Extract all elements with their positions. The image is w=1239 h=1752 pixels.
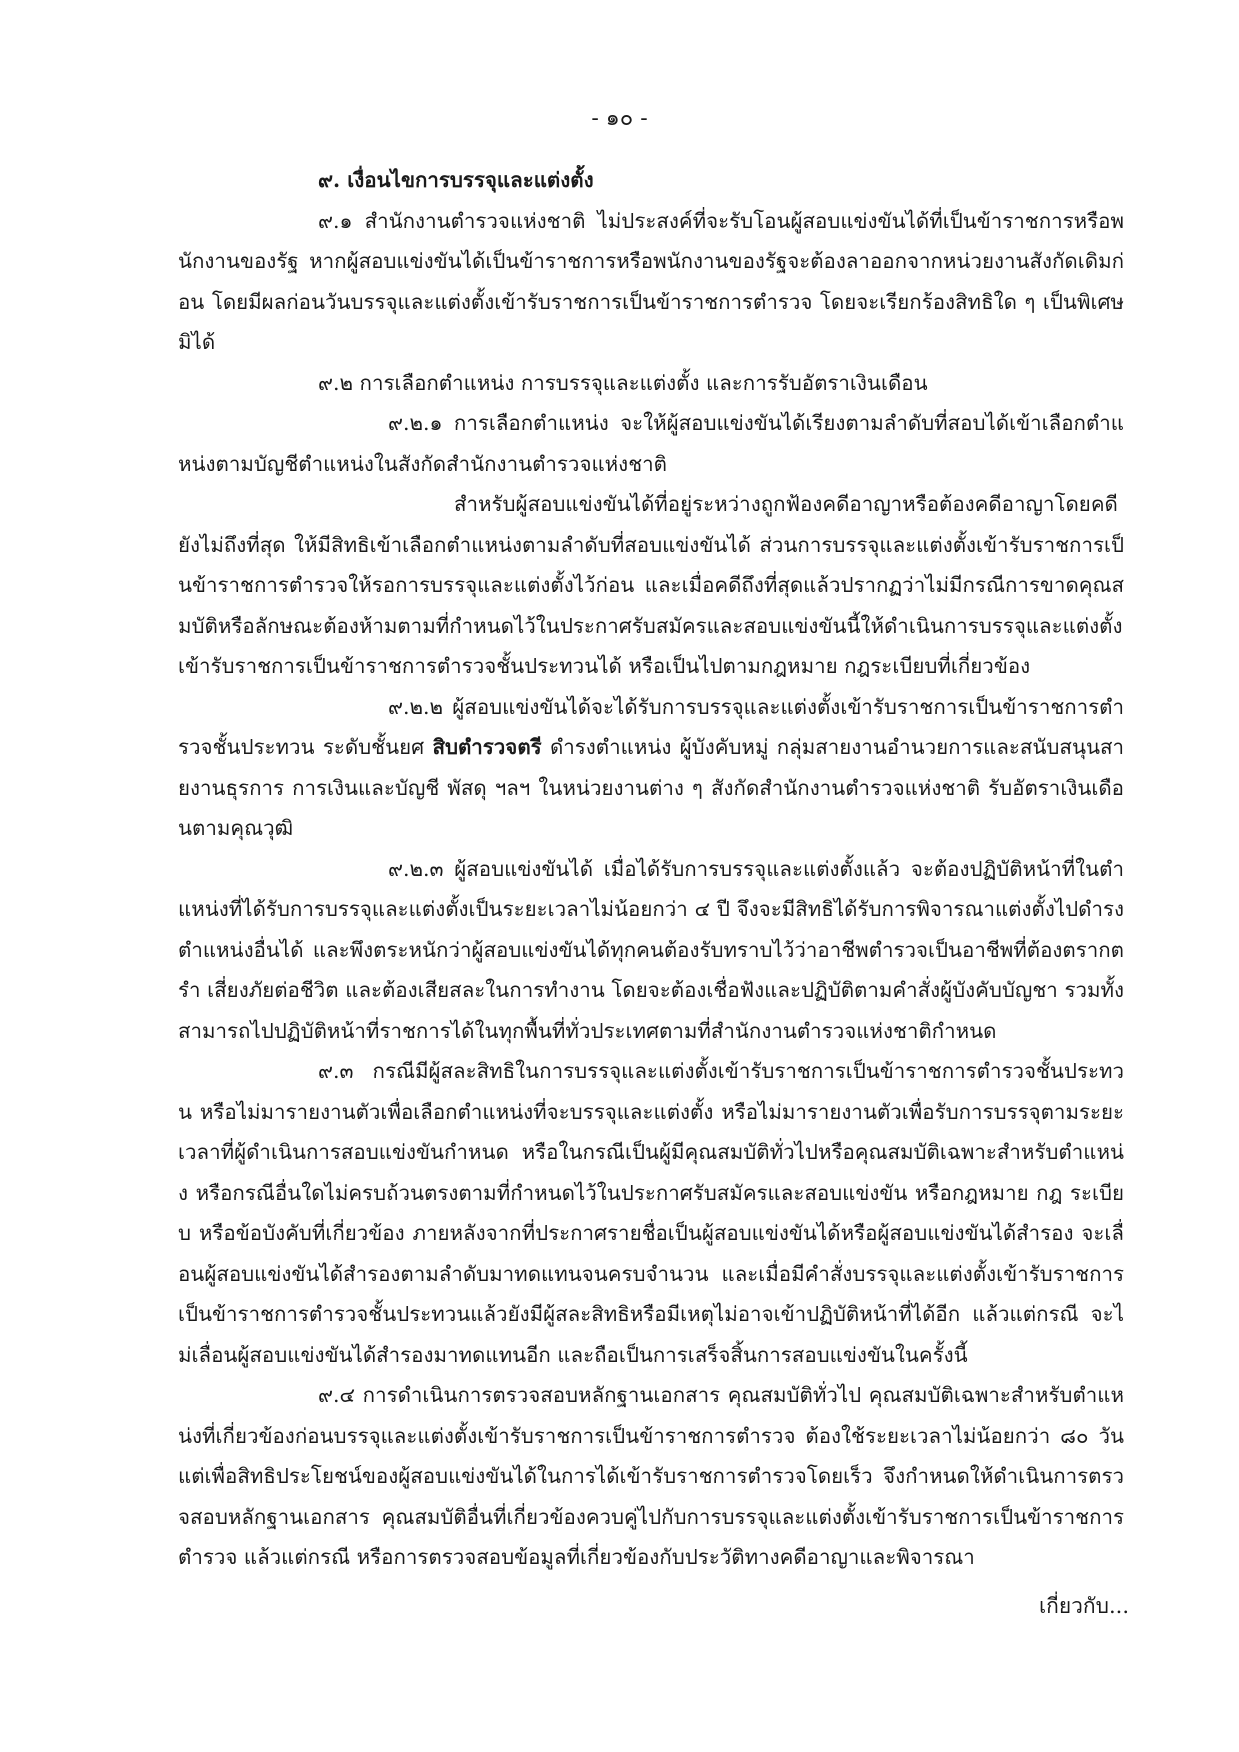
continuation-note: เกี่ยวกับ... <box>1038 1594 1129 1618</box>
paragraph-9-2-1: ๙.๒.๑ การเลือกตำแหน่ง จะให้ผู้สอบแข่งขันได้เรียงตามลำดับที่สอบได้เข้าเลือกตำแหน่งตามบัญชีตำแหน่งในสังกัดสำนักงานตำรวจแห่งชาติ <box>178 411 1124 476</box>
paragraph-9-2-1-detail: สำหรับผู้สอบแข่งขันได้ที่อยู่ระหว่างถูกฟ้องคดีอาญาหรือต้องคดีอาญาโดยคดียังไม่ถึงที่สุด ให้มีสิทธิเข้าเลือกตำแหน่งตามลำดับที่สอบแข่งขันได้ ส่วนการบรรจุและแต่งตั้งเข้ารับราชการเป็นข้าราชการตำรวจให้รอการบรรจุและแต่งตั้งไว้ก่อน และเมื่อคดีถึงที่สุดแล้วปรากฏว่าไม่มีกรณีการขาดคุณสมบัติหรือลักษณะต้องห้ามตามที่กำหนดไว้ในประกาศรับสมัครและสอบแข่งขันนี้ให้ดำเนินการบรรจุและแต่งตั้งเข้ารับราชการเป็นข้าราชการตำรวจชั้นประทวนได้ หรือเป็นไปตามกฎหมาย กฎระเบียบที่เกี่ยวข้อง <box>178 492 1124 678</box>
paragraph-9-2-3: ๙.๒.๓ ผู้สอบแข่งขันได้ เมื่อได้รับการบรรจุและแต่งตั้งแล้ว จะต้องปฏิบัติหน้าที่ในตำแหน่งที่ได้รับการบรรจุและแต่งตั้งเป็นระยะเวลาไม่น้อยกว่า ๔ ปี จึงจะมีสิทธิได้รับการพิจารณาแต่งตั้งไปดำรงตำแหน่งอื่นได้ และพึงตระหนักว่าผู้สอบแข่งขันได้ทุกคนต้องรับทราบไว้ว่าอาชีพตำรวจเป็นอาชีพที่ต้องตรากตรำ เสี่ยงภัยต่อชีวิต และต้องเสียสละในการทำงาน โดยจะต้องเชื่อฟังและปฏิบัติตามคำสั่งผู้บังคับบัญชา รวมทั้งสามารถไปปฏิบัติหน้าที่ราชการได้ในทุกพื้นที่ทั่วประเทศตามที่สำนักงานตำรวจแห่งชาติกำหนด <box>178 856 1124 1043</box>
paragraph-9-2-2-part-b: ดำรงตำแหน่ง ผู้บังคับหมู่ กลุ่มสายงานอำนวยการและสนับสนุนสายงานธุรการ การเงินและบัญชี พัสดุ ฯลฯ ในหน่วยงานต่าง ๆ สังกัดสำนักงานตำรวจแห่งชาติ รับอัตราเงินเดือนตามคุณวุฒิ <box>178 735 1124 840</box>
section-heading: ๙. เงื่อนไขการบรรจุและแต่งตั้ง <box>318 168 594 192</box>
paragraph-9-2-2 <box>178 687 1124 849</box>
paragraph-9-1: ๙.๑ สำนักงานตำรวจแห่งชาติ ไม่ประสงค์ที่จะรับโอนผู้สอบแข่งขันได้ที่เป็นข้าราชการหรือพนักงานของรัฐ หากผู้สอบแข่งขันได้เป็นข้าราชการหรือพนักงานของรัฐจะต้องลาออกจากหน่วยงานสังกัดเดิมก่อน โดยมีผลก่อนวันบรรจุและแต่งตั้งเข้ารับราชการเป็นข้าราชการตำรวจ โดยจะเรียกร้องสิทธิใด ๆ เป็นพิเศษมิได้ <box>178 208 1124 354</box>
document-body <box>178 160 1124 1578</box>
rank-title: สิบตำรวจตรี <box>432 735 542 759</box>
paragraph-9-2: ๙.๒ การเลือกตำแหน่ง การบรรจุและแต่งตั้ง และการรับอัตราเงินเดือน <box>318 370 928 395</box>
paragraph-9-3: ๙.๓ กรณีมีผู้สละสิทธิในการบรรจุและแต่งตั้งเข้ารับราชการเป็นข้าราชการตำรวจชั้นประทวน หรือไม่มารายงานตัวเพื่อเลือกตำแหน่งที่จะบรรจุและแต่งตั้ง หรือไม่มารายงานตัวเพื่อรับการบรรจุตามระยะเวลาที่ผู้ดำเนินการสอบแข่งขันกำหนด หรือในกรณีเป็นผู้มีคุณสมบัติทั่วไปหรือคุณสมบัติเฉพาะสำหรับตำแหน่ง หรือกรณีอื่นใดไม่ครบถ้วนตรงตามที่กำหนดไว้ในประกาศรับสมัครและสอบแข่งขัน หรือกฎหมาย กฎ ระเบียบ หรือข้อบังคับที่เกี่ยวข้อง ภายหลังจากที่ประกาศรายชื่อเป็นผู้สอบแข่งขันได้หรือผู้สอบแข่งขันได้สำรอง จะเลื่อนผู้สอบแข่งขันได้สำรองตามลำดับมาทดแทนจนครบจำนวน และเมื่อมีคำสั่งบรรจุและแต่งตั้งเข้ารับราชการเป็นข้าราชการตำรวจชั้นประทวนแล้วยังมีผู้สละสิทธิหรือมีเหตุไม่อาจเข้าปฏิบัติหน้าที่ได้อีก แล้วแต่กรณี จะไม่เลื่อนผู้สอบแข่งขันได้สำรองมาทดแทนอีก และถือเป็นการเสร็จสิ้นการสอบแข่งขันในครั้งนี้ <box>178 1059 1124 1367</box>
paragraph-9-2-2-part-a: ๙.๒.๒ ผู้สอบแข่งขันได้จะได้รับการบรรจุและแต่งตั้งเข้ารับราชการเป็นข้าราชการตำรวจชั้นประทวน ระดับชั้นยศ <box>178 694 1124 759</box>
page-number: - ๑๐ - <box>591 106 648 131</box>
paragraph-9-4: ๙.๔ การดำเนินการตรวจสอบหลักฐานเอกสาร คุณสมบัติทั่วไป คุณสมบัติเฉพาะสำหรับตำแหน่งที่เกี่ยวข้องก่อนบรรจุและแต่งตั้งเข้ารับราชการเป็นข้าราชการตำรวจ ต้องใช้ระยะเวลาไม่น้อยกว่า ๘๐ วัน แต่เพื่อสิทธิประโยชน์ของผู้สอบแข่งขันได้ในการได้เข้ารับราชการตำรวจโดยเร็ว จึงกำหนดให้ดำเนินการตรวจสอบหลักฐานเอกสาร คุณสมบัติอื่นที่เกี่ยวข้องควบคู่ไปกับการบรรจุและแต่งตั้งเข้ารับราชการเป็นข้าราชการตำรวจ แล้วแต่กรณี หรือการตรวจสอบข้อมูลที่เกี่ยวข้องกับประวัติทางคดีอาญาและพิจารณา <box>178 1383 1124 1569</box>
